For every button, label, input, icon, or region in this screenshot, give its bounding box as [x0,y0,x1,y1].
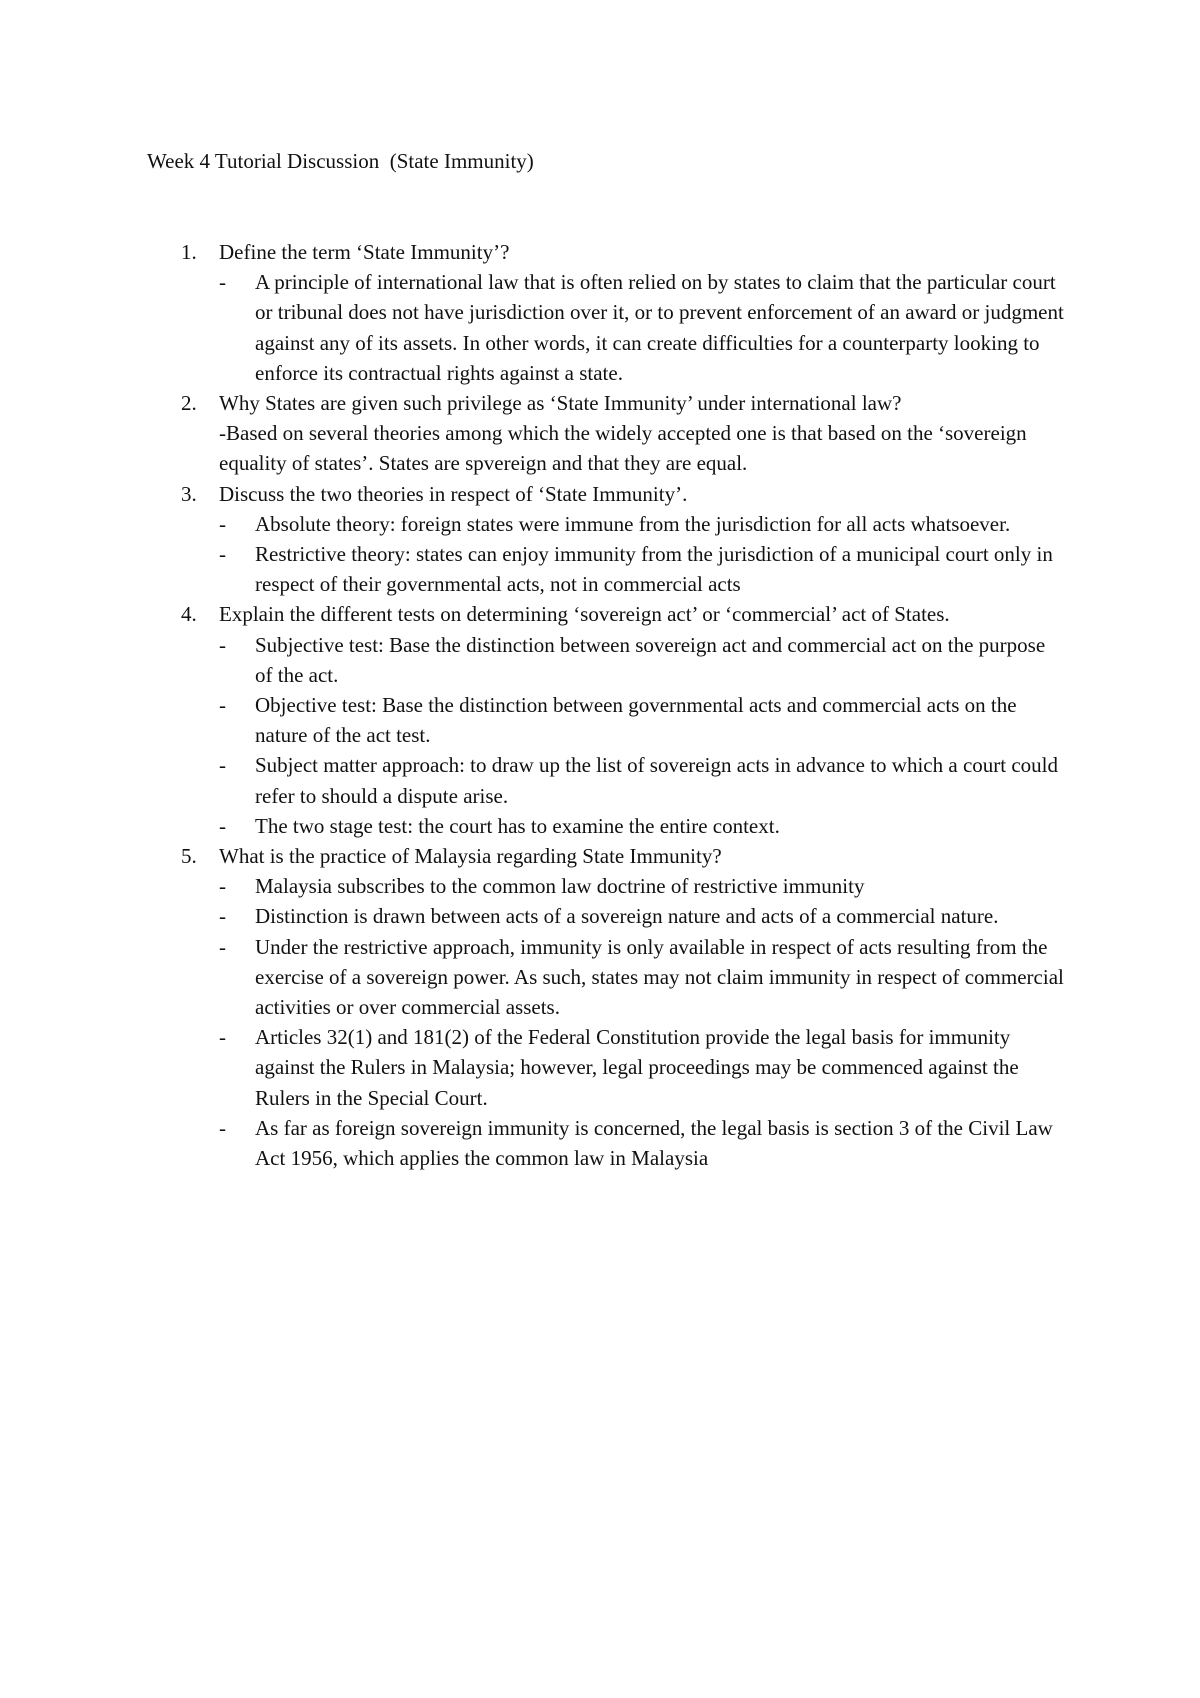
answer-text: Under the restrictive approach, immunity is only available in respect of acts resulting from the exercise of a sovereign power. As such, states may not claim immunity in respect of commercial activities or over commercial assets. [255,934,1064,1020]
question-text: Why States are given such privilege as ‘State Immunity’ under international law? [219,391,902,416]
answer-text: Distinction is drawn between acts of a sovereign nature and acts of a commercial nature. [255,904,999,929]
answer-item [0,750,1200,810]
question-number: 4. [181,602,197,627]
question-number: 2. [181,391,197,416]
bullet-dash: - [219,542,226,567]
answer-item [0,901,1200,931]
answer-text: Articles 32(1) and 181(2) of the Federal Constitution provide the legal basis for immunity against the Rulers in Malaysia; however, legal proceedings may be commenced against the Rulers in the Special Court. [255,1025,1019,1110]
question-text: Discuss the two theories in respect of ‘State Immunity’. [219,481,688,506]
bullet-dash: - [219,693,226,718]
bullet-dash: - [219,934,226,959]
answer-text: -Based on several theories among which the widely accepted one is that based on the ‘sovereign equality of states’. States are spvereign and that they are equal. [219,421,1027,476]
question-number: 1. [181,240,197,264]
bullet-dash: - [219,270,226,295]
answer-text: Restrictive theory: states can enjoy immunity from the jurisdiction of a municipal court only in respect of their governmental acts, not in commercial acts [255,542,1053,597]
bullet-dash: - [219,753,226,778]
answer-list [0,630,1200,841]
bullet-dash: - [219,813,226,838]
answer-item [0,690,1200,750]
answer-text: Malaysia subscribes to the common law doctrine of restrictive immunity [255,874,865,899]
answer-item [0,539,1200,599]
question-item [0,841,1200,1173]
answer-text: Subjective test: Base the distinction between sovereign act and commercial act on the purpose of the act. [255,632,1046,687]
answer-item [0,509,1200,539]
bullet-dash: - [219,874,226,899]
question-item [0,479,1200,600]
question-item [0,599,1200,841]
answer-list [0,267,1200,388]
bullet-dash: - [219,1115,226,1140]
bullet-dash: - [219,904,226,929]
answer-text: As far as foreign sovereign immunity is concerned, the legal basis is section 3 of the Civil Law Act 1956, which applies the common law in Malaysia [255,1115,1053,1171]
question-text: Explain the different tests on determining ‘sovereign act’ or ‘commercial’ act of States. [219,602,950,627]
answer-text: Objective test: Base the distinction between governmental acts and commercial acts on the nature of the act test. [255,693,1017,748]
answer-item [0,267,1200,388]
bullet-dash: - [219,511,226,536]
answer-item [0,1022,1200,1113]
answer-list [0,871,1200,1173]
answer-text: Absolute theory: foreign states were immune from the jurisdiction for all acts whatsoever. [255,511,1011,536]
bullet-dash: - [219,632,226,657]
answer-item [0,630,1200,690]
bullet-dash: - [219,1025,226,1050]
answer-item [0,1113,1200,1173]
document-title: Week 4 Tutorial Discussion (State Immunity) [147,149,534,173]
question-item [0,237,1200,388]
answer-item [0,932,1200,1023]
question-number: 5. [181,844,197,869]
answer-list [0,509,1200,600]
question-text: What is the practice of Malaysia regarding State Immunity? [219,844,722,869]
answer-item [0,871,1200,901]
answer-text: Subject matter approach: to draw up the list of sovereign acts in advance to which a court could refer to should a dispute arise. [255,753,1058,808]
answer-item [0,811,1200,841]
question-number: 3. [181,481,197,506]
question-text: Define the term ‘State Immunity’? [219,240,510,264]
question-list [0,237,1200,1173]
answer-text: The two stage test: the court has to examine the entire context. [255,813,780,838]
question-item [0,388,1200,479]
answer-text: A principle of international law that is often relied on by states to claim that the particular court or tribunal does not have jurisdiction over it, or to prevent enforcement of an award or judgment against any of its assets. In other words, it can create difficulties for a counterparty looking to enforce its contractual rights against a state. [255,270,1064,385]
